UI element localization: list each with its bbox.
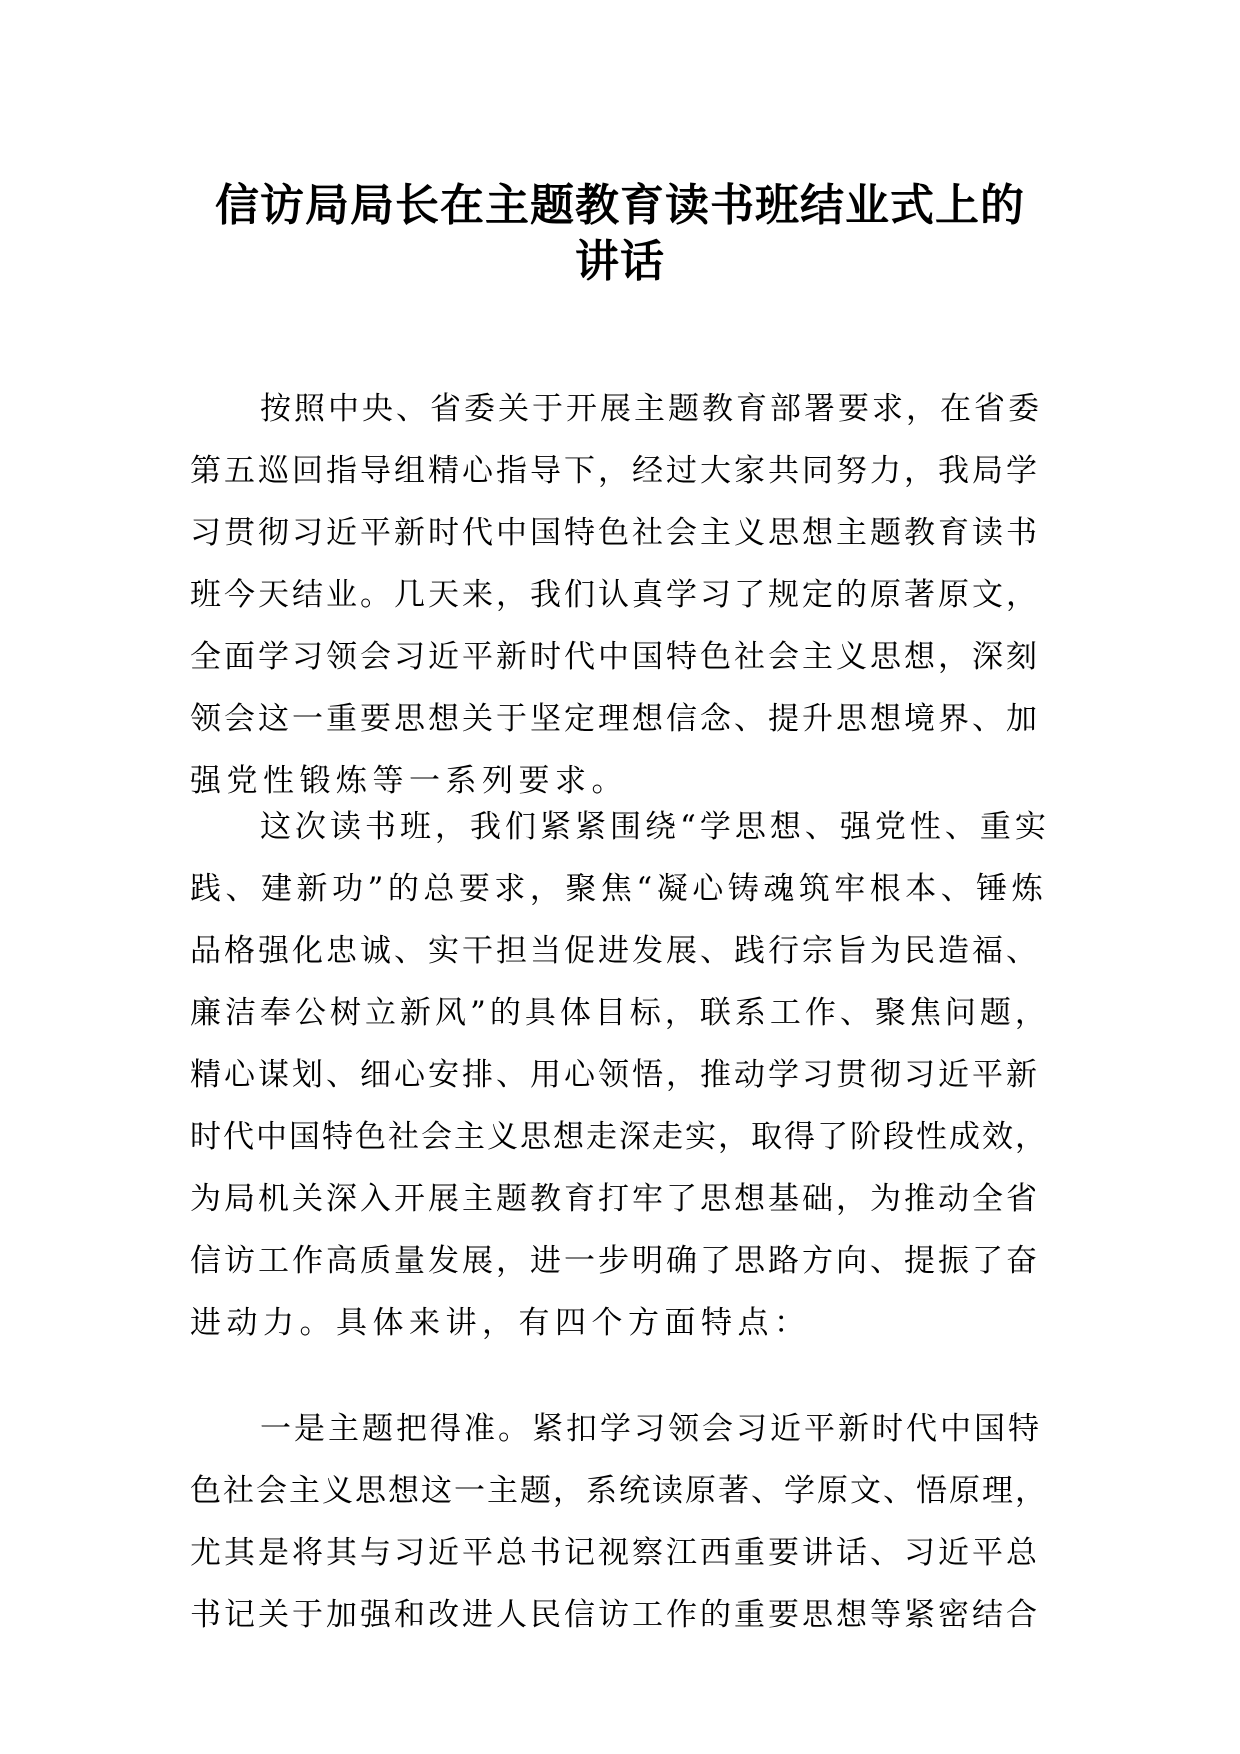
paragraph-line: 践、建新功”的总要求，聚焦“凝心铸魂筑牢根本、锤炼 — [190, 871, 1048, 907]
paragraph-line: 为局机关深入开展主题教育打牢了思想基础，为推动全省 — [190, 1181, 1040, 1217]
paragraph-line: 品格强化忠诚、实干担当促进发展、践行宗旨为民造福、 — [190, 933, 1040, 969]
paragraph-line: 廉洁奉公树立新风”的具体目标，联系工作、聚焦问题， — [190, 995, 1050, 1031]
paragraph-line: 信访工作高质量发展，进一步明确了思路方向、提振了奋 — [190, 1243, 1040, 1279]
paragraph-line: 领会这一重要思想关于坚定理想信念、提升思想境界、加 — [190, 701, 1040, 737]
paragraph-line: 第五巡回指导组精心指导下，经过大家共同努力，我局学 — [190, 453, 1040, 489]
paragraph-line: 习贯彻习近平新时代中国特色社会主义思想主题教育读书 — [190, 515, 1040, 551]
paragraph-line: 进动力。具体来讲，有四个方面特点： — [190, 1305, 811, 1341]
title-line-1: 信访局局长在主题教育读书班结业式上的 — [215, 180, 1025, 231]
paragraph-line: 书记关于加强和改进人民信访工作的重要思想等紧密结合 — [190, 1597, 1040, 1633]
paragraph-3 — [190, 1398, 1050, 1646]
paragraph-line: 强党性锻炼等一系列要求。 — [190, 763, 628, 799]
paragraph-line: 精心谋划、细心安排、用心领悟，推动学习贯彻习近平新 — [190, 1057, 1040, 1093]
paragraph-line: 班今天结业。几天来，我们认真学习了规定的原著原文， — [190, 577, 1040, 613]
paragraph-2 — [190, 796, 1050, 1354]
paragraph-line: 按照中央、省委关于开展主题教育部署要求，在省委 — [260, 391, 1042, 427]
title-line-2: 讲话 — [575, 236, 665, 287]
paragraph-line: 全面学习领会习近平新时代中国特色社会主义思想，深刻 — [190, 639, 1040, 675]
paragraph-1 — [190, 378, 1050, 812]
paragraph-line: 尤其是将其与习近平总书记视察江西重要讲话、习近平总 — [190, 1535, 1040, 1571]
paragraph-line: 一是主题把得准。紧扣学习领会习近平新时代中国特 — [260, 1411, 1042, 1447]
paragraph-line: 时代中国特色社会主义思想走深走实，取得了阶段性成效， — [190, 1119, 1048, 1155]
paragraph-line: 色社会主义思想这一主题，系统读原著、学原文、悟原理， — [190, 1473, 1048, 1509]
document-title — [150, 178, 1090, 290]
paragraph-line: 这次读书班，我们紧紧围绕“学思想、强党性、重实 — [260, 809, 1050, 845]
